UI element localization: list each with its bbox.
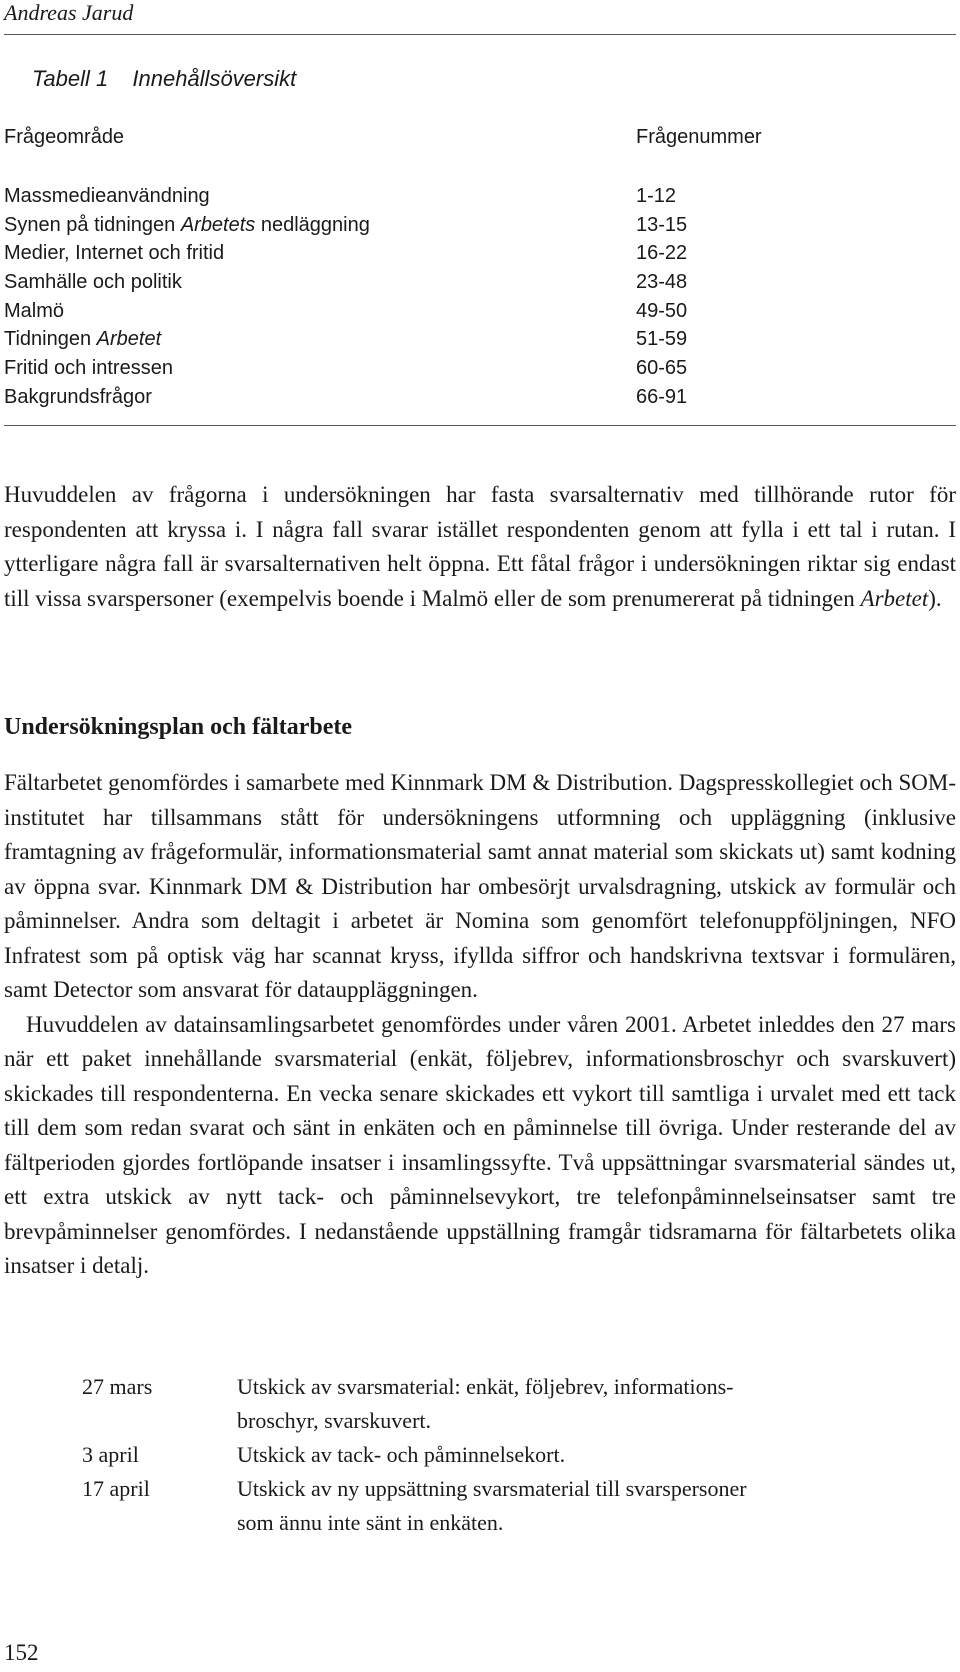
row-range: 1-12 xyxy=(636,185,677,207)
row-range: 49-50 xyxy=(636,299,688,322)
schedule-item xyxy=(82,1370,842,1438)
page-number: 152 xyxy=(4,1640,39,1665)
schedule-item xyxy=(82,1472,842,1540)
row-area: Tidningen Arbetet xyxy=(4,328,162,351)
table-row xyxy=(4,354,956,383)
schedule-date: 27 mars xyxy=(82,1374,153,1399)
schedule-date: 3 april xyxy=(82,1442,139,1467)
body-paragraph: Huvuddelen av datainsamlingsarbetet genomfördes under våren 2001. Arbetet inleddes den 27 mars när ett paket innehållande svarsmaterial (enkät, följebrev, informationsbroschyr och svarskuvert) skickades till respondenterna. En vecka senare skickades ett vykort till samtliga i urvalet med ett tack till dem som redan svarat och sänt in enkäten och en påminnelse till övriga. Under resterande del av fältperioden gjordes fortlöpande insatser i insamlingssyfte. Två uppsättningar svarsmaterial sändes ut, ett extra utskick av nytt tack- och påminnelsevykort, tre telefonpåminnelseinsatser samt tre brevpåminnelser genomfördes. I nedanstående uppställning framgår tidsramarna för fältarbetets olika insatser i detalj. xyxy=(4,1011,956,1278)
row-range: 66-91 xyxy=(636,385,688,408)
row-range: 13-15 xyxy=(636,213,688,236)
row-area: Malmö xyxy=(4,299,65,322)
table-row xyxy=(4,268,956,297)
row-area: Massmedieanvändning xyxy=(4,185,210,207)
section-body xyxy=(4,766,956,1284)
intro-paragraph: Huvuddelen av frågorna i undersökningen har fasta svarsalternativ med tillhörande rutor för respondenten att kryssa i. I några fall svarar istället respondenten genom att fylla i ett tal i rutan. I ytterligare några fall är svarsalternativen helt öppna. Ett fåtal frågor i undersökningen riktar sig endast till vissa svarspersoner (exempelvis boende i Malmö eller de som prenumererat på tidningen Arbetet). xyxy=(4,482,956,611)
body-paragraph: Fältarbetet genomfördes i samarbete med Kinnmark DM & Distribution. Dagspresskollegiet och SOM-institutet har tillsammans stått för undersökningens utformning och uppläggning (inklusive framtagning av frågeformulär, informationsmaterial samt annat material som skickats ut) samt kodning av öppna svar. Kinnmark DM & Distribution har ombesörjt urvalsdragning, utskick av formulär och påminnelser. Andra som deltagit i arbetet är Nomina som genomfört telefonuppföljningen, NFO Infratest som på optisk väg har scannat kryss, ifyllda siffror och handskrivna textsvar i formulären, samt Detector som ansvarat för datauppläggningen. xyxy=(4,770,956,1002)
table-number: Tabell 1 xyxy=(32,66,109,91)
row-range: 60-65 xyxy=(636,357,688,380)
table-header xyxy=(4,126,956,149)
row-area: Synen på tidningen Arbetets nedläggning xyxy=(4,213,370,236)
table-caption: Innehållsöversikt xyxy=(132,66,297,91)
table-row xyxy=(4,211,956,240)
table-body xyxy=(4,182,956,412)
row-area: Fritid och intressen xyxy=(4,357,173,380)
row-range: 16-22 xyxy=(636,242,688,265)
row-area: Bakgrundsfrågor xyxy=(4,385,152,408)
schedule-description: Utskick av tack- och påminnelsekort. xyxy=(237,1442,566,1467)
schedule-item xyxy=(82,1438,842,1472)
schedule-date: 17 april xyxy=(82,1476,150,1501)
section-heading: Undersökningsplan och fältarbete xyxy=(4,714,353,740)
row-range: 51-59 xyxy=(636,328,688,351)
table-row xyxy=(4,325,956,354)
schedule-description: Utskick av ny uppsättning svarsmaterial till svarspersoner som ännu inte sänt in enkäten. xyxy=(237,1476,747,1535)
table-row xyxy=(4,182,956,211)
table-title xyxy=(32,66,296,92)
header-rule xyxy=(4,34,956,35)
schedule-list xyxy=(82,1370,842,1540)
table-header-area: Frågeområde xyxy=(4,126,125,148)
row-range: 23-48 xyxy=(636,271,688,294)
running-head: Andreas Jarud xyxy=(4,0,134,25)
row-area: Samhälle och politik xyxy=(4,271,182,294)
table-row xyxy=(4,297,956,326)
row-area: Medier, Internet och fritid xyxy=(4,242,225,265)
schedule-description: Utskick av svarsmaterial: enkät, följebrev, informations- broschyr, svarskuvert. xyxy=(237,1374,734,1433)
table-row xyxy=(4,239,956,268)
table-bottom-rule xyxy=(4,425,956,426)
table-header-numbers: Frågenummer xyxy=(636,126,762,148)
table-row xyxy=(4,383,956,412)
